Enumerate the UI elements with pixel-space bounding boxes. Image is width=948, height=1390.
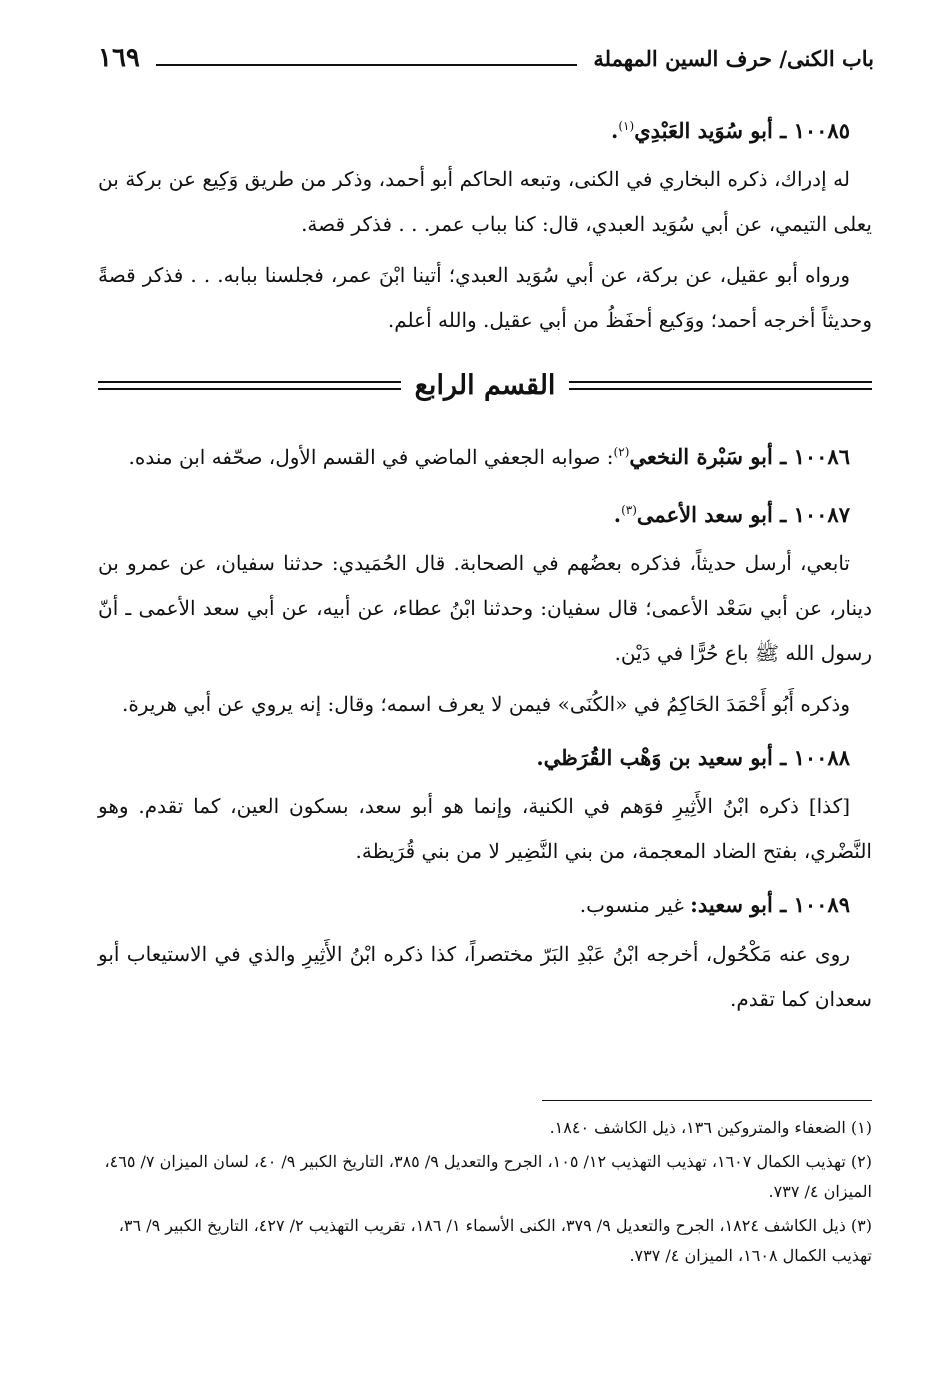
page-body bbox=[98, 96, 872, 1028]
entry-paragraph: تابعي، أرسل حديثاً، فذكره بعضُهم في الصحابة. قال الحُمَيدي: حدثنا سفيان، عن عمرو بن دينار، عن أبي سَعْد الأعمى؛ قال سفيان: وحدثنا ابْنُ عطاء، عن أبيه، عن أبي سعد الأعمى ـ أنّ رسول الله ﷺ باع حُرًّا في دَيْن. bbox=[98, 551, 872, 665]
entry-heading-10085: ١٠٠٨٥ ـ أبو سُوَيد العَبْدِي$^{(١)}$. bbox=[611, 118, 850, 143]
footnote-ref: (١) bbox=[618, 119, 635, 133]
header-rule bbox=[156, 64, 577, 66]
entry-paragraph: ورواه أبو عقيل، عن بركة، عن أبي سُوَيد العبدي؛ أتينا ابْنَ عمر، فجلسنا ببابه. . . فذكر قصةً وحديثاً أخرجه أحمد؛ ووَكيع أحفَظُ من أبي عقيل. والله أعلم. bbox=[98, 263, 872, 332]
running-header bbox=[98, 36, 874, 80]
section-divider bbox=[98, 363, 872, 408]
entry-heading-10086: ١٠٠٨٦ ـ أبو سَبْرة النخعي$^{(٢)}$: صوابه الجعفي الماضي في القسم الأول، صحّفه ابن منده. bbox=[128, 444, 850, 469]
entry-heading-10089: ١٠٠٨٩ ـ أبو سعيد: غير منسوب. bbox=[579, 892, 850, 917]
footnote: (١) الضعفاء والمتروكين ١٣٦، ذيل الكاشف ١٨٤٠. bbox=[549, 1118, 872, 1137]
footnote: (٢) تهذيب الكمال ١٦٠٧، تهذيب التهذيب ١٢/ ١٠٥، الجرح والتعديل ٩/ ٣٨٥، التاريخ الكبير ٩/ ٤٠، لسان الميزان ٧/ ٤٦٥، الميزان ٤/ ٧٣٧. bbox=[104, 1152, 872, 1201]
footnotes bbox=[98, 1100, 872, 1275]
entry-heading-10088: ١٠٠٨٨ ـ أبو سعيد بن وَهْب القُرَظي. bbox=[536, 745, 850, 770]
double-rule bbox=[569, 381, 872, 390]
footnote: (٣) ذيل الكاشف ١٨٢٤، الجرح والتعديل ٩/ ٣٧٩، الكنى الأسماء ١/ ١٨٦، تقريب التهذيب ٢/ ٤٢٧، التاريخ الكبير ٩/ ٣٦، تهذيب الكمال ١٦٠٨، الميزان ٤/ ٧٣٧. bbox=[118, 1216, 872, 1265]
page-number: ١٦٩ bbox=[98, 43, 140, 73]
running-title: باب الكنى/ حرف السين المهملة bbox=[593, 45, 874, 71]
footnote-ref: (٣) bbox=[621, 503, 637, 517]
entry-heading-10087: ١٠٠٨٧ ـ أبو سعد الأعمى$^{(٣)}$. bbox=[613, 502, 850, 527]
entry-paragraph: روى عنه مَكْحُول، أخرجه ابْنُ عَبْدِ البَرّ مختصراً، كذا ذكره ابْنُ الأَثِيرِ والذي في الاستيعاب أبو سعدان كما تقدم. bbox=[98, 942, 872, 1011]
entry-paragraph: وذكره أَبُو أَحْمَدَ الحَاكِمُ في «الكُنَى» فيمن لا يعرف اسمه؛ وقال: إنه يروي عن أبي هريرة. bbox=[121, 692, 850, 716]
section-title: القسم الرابع bbox=[414, 370, 556, 401]
footnote-ref: (٢) bbox=[613, 445, 630, 459]
entry-paragraph: [كذا] ذكره ابْنُ الأَثِيرِ فوَهم في الكنية، وإنما هو أبو سعد، بسكون العين، كما تقدم. وهو النَّضْري، بفتح الضاد المعجمة، من بني النَّضِير لا من بني قُرَيظة. bbox=[98, 794, 872, 863]
double-rule bbox=[98, 381, 401, 390]
footnote-rule bbox=[542, 1100, 872, 1101]
entry-paragraph: له إدراك، ذكره البخاري في الكنى، وتبعه الحاكم أبو أحمد، وذكر من طريق وَكِيع عن بركة بن يعلى التيمي، عن أبي سُوَيد العبدي، قال: كنا بباب عمر. . . فذكر قصة. bbox=[98, 167, 872, 236]
